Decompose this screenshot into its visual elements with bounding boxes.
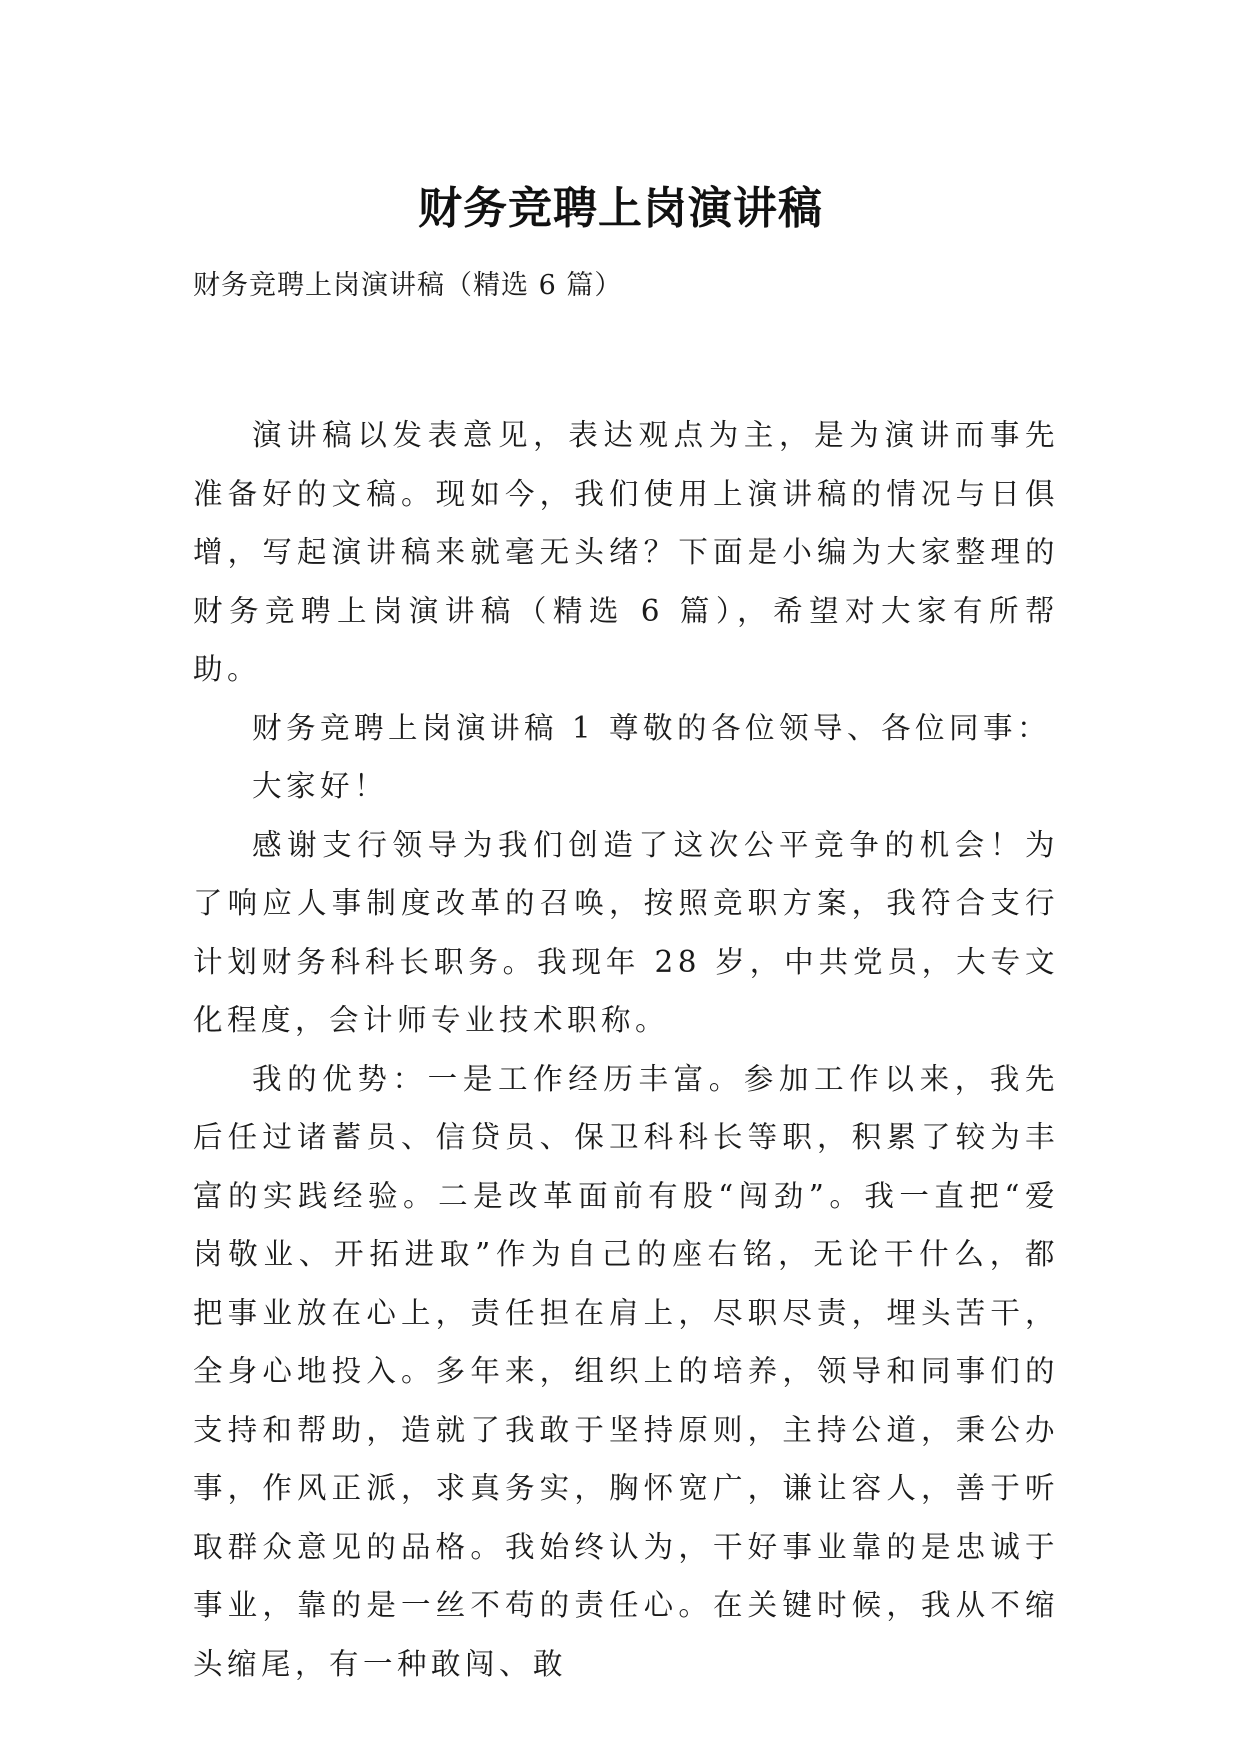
document-subtitle: 财务竞聘上岗演讲稿（精选 6 篇） [193,270,623,301]
intro-paragraph: 演讲稿以发表意见，表达观点为主，是为演讲而事先准备好的文稿。现如今，我们使用上演讲稿的情况与日俱增，写起演讲稿来就毫无头绪？下面是小编为大家整理的财务竞聘上岗演讲稿（精选 6 篇），希望对大家有所帮助。 [193,418,1059,686]
document-title: 财务竞聘上岗演讲稿 [418,183,823,235]
speech-salutation: 财务竞聘上岗演讲稿 1 尊敬的各位领导、各位同事： [252,710,1052,745]
self-introduction-paragraph: 感谢支行领导为我们创造了这次公平竞争的机会！为了响应人事制度改革的召唤，按照竞职方案，我符合支行计划财务科科长职务。我现年 28 岁，中共党员，大专文化程度，会计师专业技术职称。 [193,827,1059,1037]
document-body [193,406,1059,1693]
advantages-paragraph: 我的优势：一是工作经历丰富。参加工作以来，我先后任过诸蓄员、信贷员、保卫科科长等职，积累了较为丰富的实践经验。二是改革面前有股“闯劲”。我一直把“爱岗敬业、开拓进取”作为自己的座右铭，无论干什么，都把事业放在心上，责任担在肩上，尽职尽责，埋头苦干，全身心地投入。多年来，组织上的培养，领导和同事们的支持和帮助，造就了我敢于坚持原则，主持公道，秉公办事，作风正派，求真务实，胸怀宽广，谦让容人，善于听取群众意见的品格。我始终认为，干好事业靠的是忠诚于事业，靠的是一丝不苟的责任心。在关键时候，我从不缩头缩尾，有一种敢闯、敢 [193,1061,1059,1681]
greeting-paragraph: 大家好！ [252,769,389,803]
